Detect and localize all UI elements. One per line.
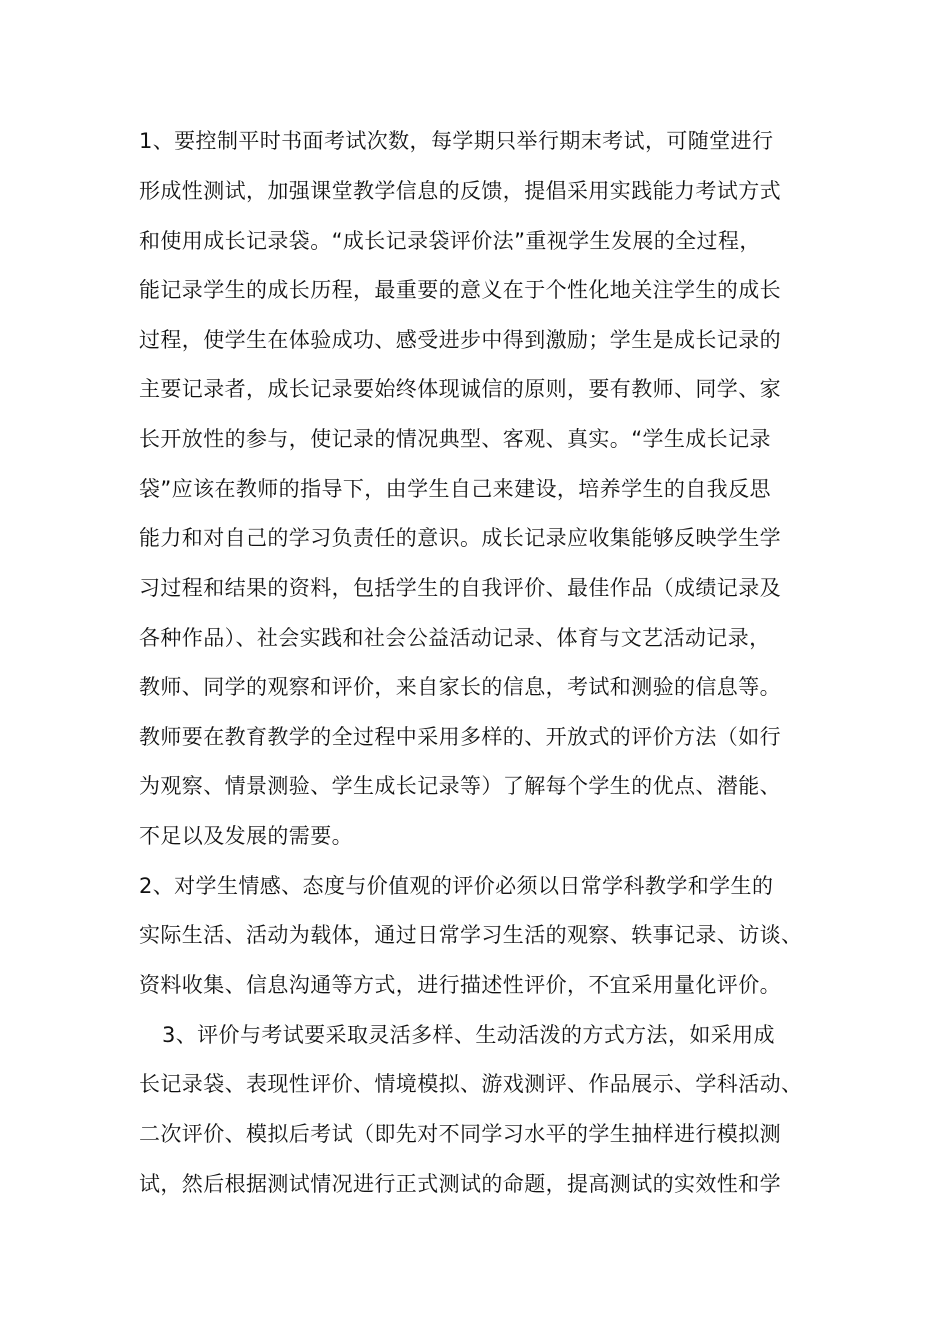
text-line: 资料收集、信息沟通等方式，进行描述性评价，不宜采用量化评价。 <box>139 973 781 997</box>
text-line: 教师、同学的观察和评价，来自家长的信息，考试和测验的信息等。 <box>139 675 781 699</box>
text-line: 各种作品）、社会实践和社会公益活动记录、体育与文艺活动记录， <box>139 626 771 650</box>
text-line: 袋”应该在教师的指导下，由学生自己来建设，培养学生的自我反思 <box>139 477 771 501</box>
text-line: 3、评价与考试要采取灵活多样、生动活泼的方式方法，如采用成 <box>162 1023 775 1047</box>
text-line: 形成性测试，加强课堂教学信息的反馈，提倡采用实践能力考试方式 <box>139 179 781 203</box>
text-line: 能记录学生的成长历程，最重要的意义在于个性化地关注学生的成长 <box>139 278 781 302</box>
text-line: 试，然后根据测试情况进行正式测试的命题，提高测试的实效性和学 <box>139 1172 781 1196</box>
text-line: 能力和对自己的学习负责任的意识。成长记录应收集能够反映学生学 <box>139 526 781 550</box>
text-line: 二次评价、模拟后考试（即先对不同学习水平的学生抽样进行模拟测 <box>139 1122 781 1146</box>
text-line: 1、要控制平时书面考试次数，每学期只举行期末考试，可随堂进行 <box>139 129 774 153</box>
text-line: 习过程和结果的资料，包括学生的自我评价、最佳作品（成绩记录及 <box>139 576 781 600</box>
text-line: 和使用成长记录袋。“成长记录袋评价法”重视学生发展的全过程， <box>139 229 761 253</box>
text-line: 长开放性的参与，使记录的情况典型、客观、真实。“学生成长记录 <box>139 427 771 451</box>
text-line: 过程，使学生在体验成功、感受进步中得到激励；学生是成长记录的 <box>139 328 781 352</box>
text-line: 不足以及发展的需要。 <box>139 824 353 848</box>
text-line: 为观察、情景测验、学生成长记录等）了解每个学生的优点、潜能、 <box>139 774 781 798</box>
text-line: 实际生活、活动为载体，通过日常学习生活的观察、轶事记录、访谈、 <box>139 923 803 947</box>
text-line: 长记录袋、表现性评价、情境模拟、游戏测评、作品展示、学科活动、 <box>139 1072 803 1096</box>
text-line: 2、对学生情感、态度与价值观的评价必须以日常学科教学和学生的 <box>139 874 774 898</box>
text-line: 主要记录者，成长记录要始终体现诚信的原则，要有教师、同学、家 <box>139 377 781 401</box>
text-line: 教师要在教育教学的全过程中采用多样的、开放式的评价方法（如行 <box>139 725 781 749</box>
